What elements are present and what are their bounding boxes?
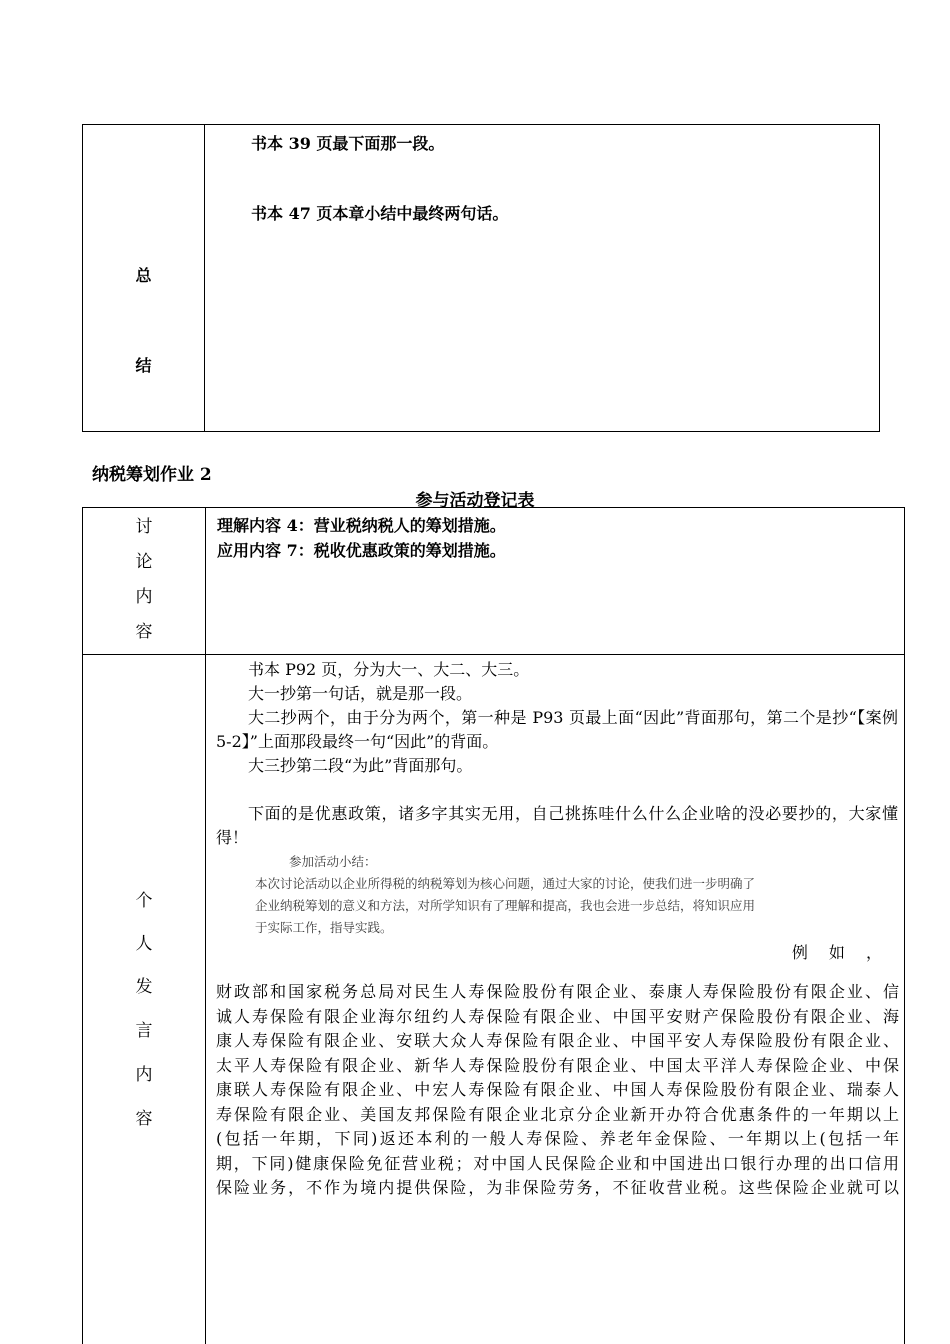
discussion-line: 理解内容 4：营业税纳税人的筹划措施。 <box>217 516 506 535</box>
speech-label-char: 人 <box>135 934 153 954</box>
table-divider <box>204 125 205 431</box>
quote-heading: 参加活动小结： <box>289 854 377 869</box>
policy-line: 太平人寿保险有限企业、新华人寿保险股份有限企业、中国太平洋人寿保险企业、中保 <box>216 1055 899 1075</box>
summary-line: 书本 47 页本章小结中最终两句话。 <box>251 204 509 223</box>
homework-title: 纳税筹划作业 2 <box>92 465 212 485</box>
blank-line <box>216 778 898 802</box>
quote-line: 企业纳税筹划的意义和方法，对所学知识有了理解和提高，我也会进一步总结，将知识应用 <box>255 898 756 913</box>
register-title: 参与活动登记表 <box>415 491 535 511</box>
policy-line: 期，下同)健康保险免征营业税；对中国人民保险企业和中国进出口银行办理的出口信用 <box>216 1153 899 1173</box>
policy-line: 康人寿保险有限企业、安联大众人寿保险有限企业、中国平安人寿保险股份有限企业、 <box>216 1031 899 1050</box>
activity-summary-image <box>255 851 855 939</box>
discussion-line: 应用内容 7：税收优惠政策的筹划措施。 <box>217 541 506 560</box>
speech-body <box>216 658 898 850</box>
speech-paragraph: 大三抄第二段“为此”背面那句。 <box>248 756 473 775</box>
discussion-label-char: 内 <box>135 587 153 607</box>
discussion-label-char: 论 <box>135 552 153 572</box>
speech-paragraph: 下面的是优惠政策，诸多字其实无用，自己挑拣哇什么什么企业啥的没必要抄的，大家懂得！ <box>216 804 898 847</box>
policy-line: 保险业务，不作为境内提供保险，为非保险劳务，不征收营业税。这些保险企业就可以 <box>216 1178 899 1197</box>
policy-line: 寿保险有限企业、美国友邦保险有限企业北京分企业新开办符合优惠条件的一年期以上 <box>216 1104 899 1124</box>
policy-text <box>216 980 899 1201</box>
speech-label-char: 发 <box>135 977 153 997</box>
summary-label-char: 总 <box>135 266 152 285</box>
example-text: 例 如 ， <box>791 943 890 962</box>
summary-line: 书本 39 页最下面那一段。 <box>251 134 445 153</box>
speech-paragraph: 大一抄第一句话，就是那一段。 <box>248 684 473 703</box>
policy-line: 诚人寿保险有限企业海尔纽约人寿保险有限企业、中国平安财产保险股份有限企业、海 <box>216 1006 899 1026</box>
discussion-label-char: 容 <box>135 622 153 642</box>
quote-line: 本次讨论活动以企业所得税的纳税筹划为核心问题，通过大家的讨论，使我们进一步明确了 <box>255 876 756 891</box>
policy-line: 财政部和国家税务总局对民生人寿保险股份有限企业、泰康人寿保险股份有限企业、信 <box>216 982 899 1001</box>
speech-paragraph: 书本 P92 页，分为大一、大二、大三。 <box>248 660 530 679</box>
speech-label-char: 个 <box>135 891 153 911</box>
table-divider <box>205 508 206 1344</box>
policy-line: 康联人寿保险有限企业、中宏人寿保险有限企业、中国人寿保险股份有限企业、瑞泰人 <box>216 1080 899 1099</box>
quote-line: 于实际工作，指导实践。 <box>255 920 393 935</box>
discussion-label-char: 讨 <box>135 517 153 537</box>
speech-label-char: 内 <box>135 1065 153 1085</box>
summary-table <box>82 124 880 432</box>
row-divider <box>83 654 904 655</box>
speech-label-char: 容 <box>135 1109 153 1129</box>
register-table <box>82 507 905 1344</box>
policy-line: (包括一年期，下同)返还本利的一般人寿保险、养老年金保险、一年期以上(包括一年 <box>216 1129 899 1148</box>
summary-label-char: 结 <box>135 356 152 375</box>
speech-label-char: 言 <box>135 1021 153 1041</box>
speech-paragraph: 大二抄两个，由于分为两个，第一种是 P93 页最上面“因此”背面那句，第二个是抄“【案例 5-2】”上面那段最终一句“因此”的背面。 <box>216 708 898 751</box>
